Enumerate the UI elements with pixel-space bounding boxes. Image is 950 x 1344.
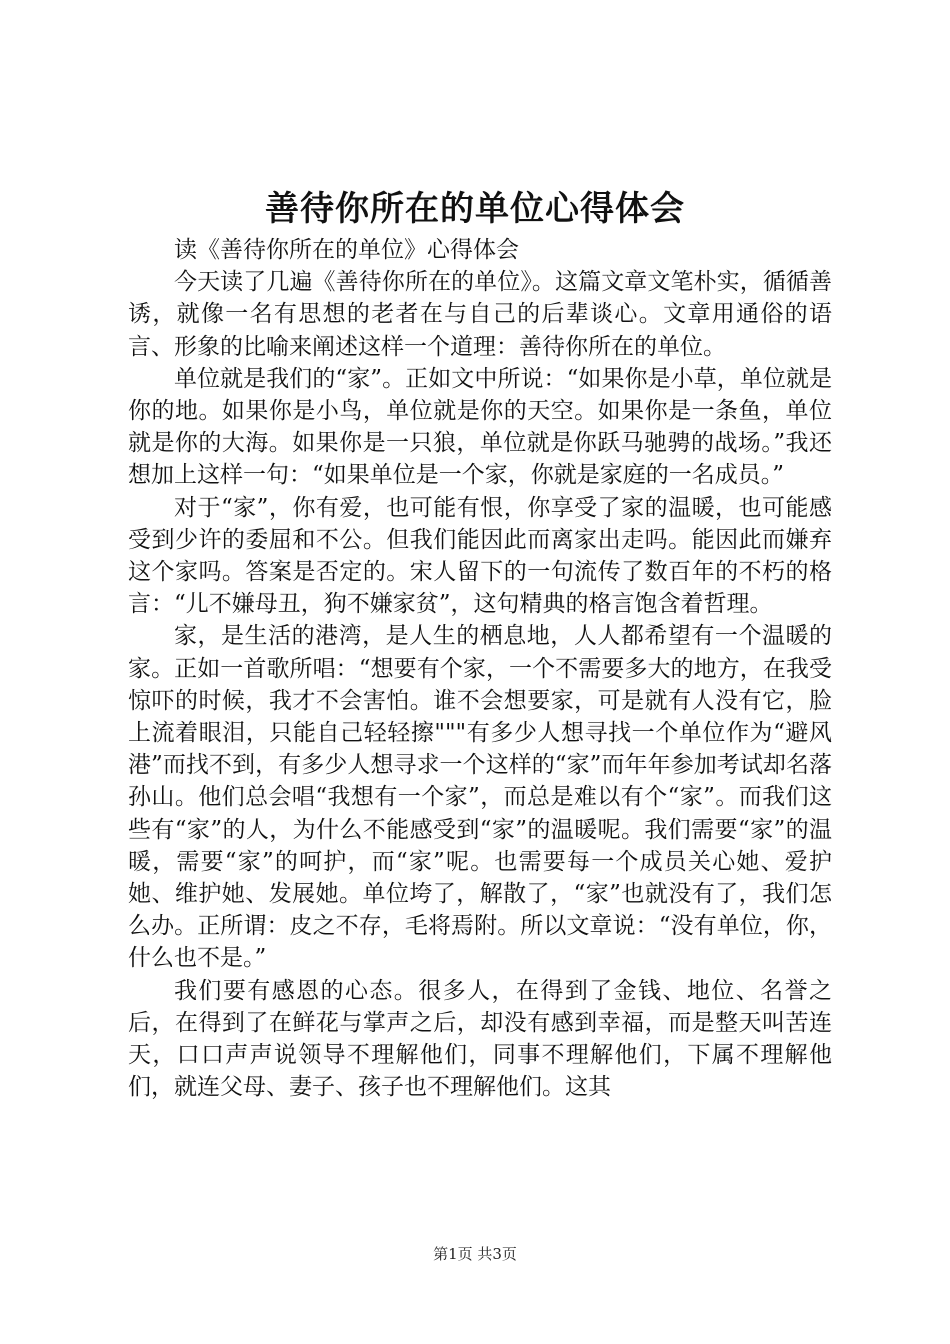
- paragraph: 家，是生活的港湾，是人生的栖息地，人人都希望有一个温暖的家。正如一首歌所唱：“想要有个家，一个不需要多大的地方，在我受惊吓的时候，我才不会害怕。谁不会想要家，可是就有人没有它，脸上流着眼泪，只能自己轻轻擦"""有多少人想寻找一个单位作为“避风港”而找不到，有多少人想寻求一个这样的“家”而年年参加考试却名落孙山。他们总会唱“我想有一个家”，而总是难以有个“家”。而我们这些有“家”的人，为什么不能感受到“家”的温暖呢。我们需要“家”的温暖，需要“家”的呵护，而“家”呢。也需要每一个成员关心她、爱护她、维护她、发展她。单位垮了，解散了，“家”也就没有了，我们怎么办。正所谓：皮之不存，毛将焉附。所以文章说：“没有单位，你，什么也不是。”: [128, 623, 832, 972]
- document-title: 善待你所在的单位心得体会: [265, 189, 685, 229]
- paragraph: 我们要有感恩的心态。很多人，在得到了金钱、地位、名誉之后，在得到了在鲜花与掌声之后，却没有感到幸福，而是整天叫苦连天，口口声声说领导不理解他们，同事不理解他们，下属不理解他们，就连父母、妻子、孩子也不理解他们。这其: [128, 977, 832, 1101]
- page-number-footer: 第1页 共3页: [433, 1245, 517, 1263]
- paragraph: 对于“家”，你有爱，也可能有恨，你享受了家的温暖，也可能感受到少许的委屈和不公。但我们能因此而离家出走吗。能因此而嫌弃这个家吗。答案是否定的。宋人留下的一句流传了数百年的不朽的格言：“儿不嫌母丑，狗不嫌家贫”，这句精典的格言饱含着哲理。: [128, 494, 832, 618]
- paragraph: 今天读了几遍《善待你所在的单位》。这篇文章文笔朴实，循循善诱，就像一名有思想的老者在与自己的后辈谈心。文章用通俗的语言、形象的比喻来阐述这样一个道理：善待你所在的单位。: [128, 269, 832, 360]
- document-body: [128, 234, 832, 1103]
- paragraph-subtitle: 读《善待你所在的单位》心得体会: [174, 237, 519, 263]
- paragraph: 单位就是我们的“家”。正如文中所说：“如果你是小草，单位就是你的地。如果你是小鸟，单位就是你的天空。如果你是一条鱼，单位就是你的大海。如果你是一只狼，单位就是你跃马驰骋的战场。”我还想加上这样一句：“如果单位是一个家，你就是家庭的一名成员。”: [128, 365, 832, 489]
